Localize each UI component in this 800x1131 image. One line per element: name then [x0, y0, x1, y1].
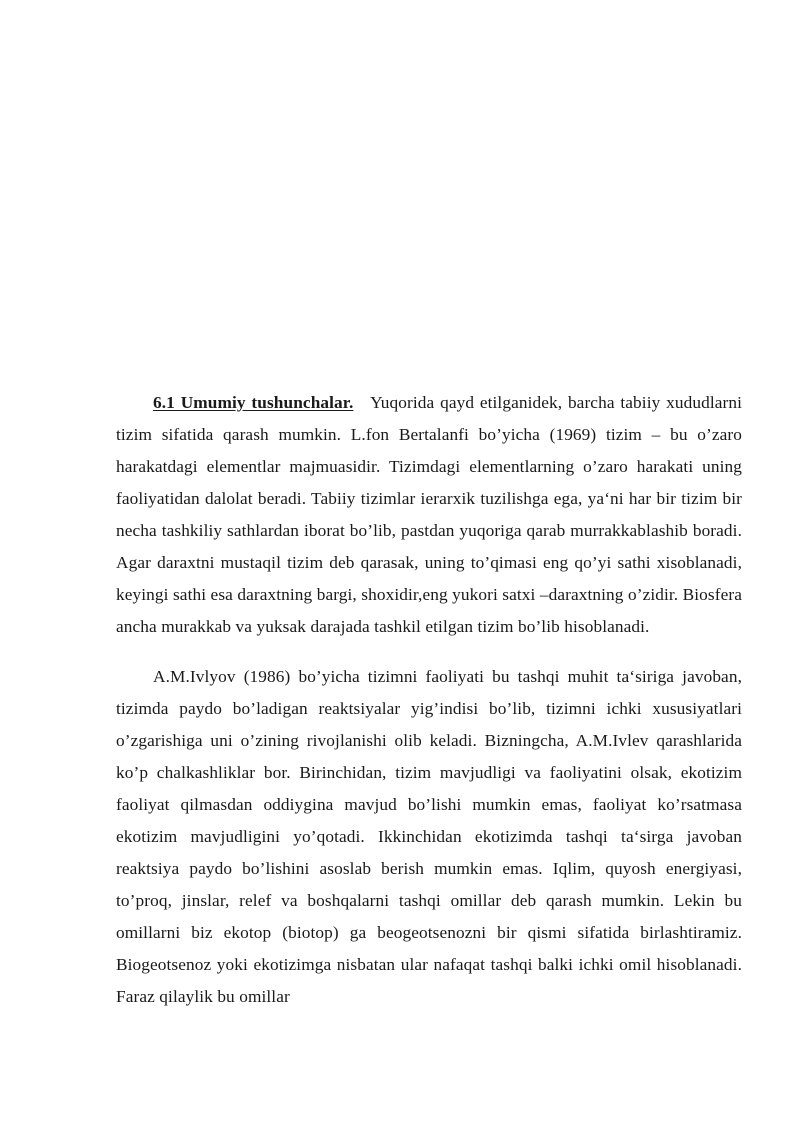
- document-body: [116, 387, 742, 1013]
- section-heading: 6.1 Umumiy tushunchalar.: [153, 393, 354, 412]
- paragraph-1: [116, 387, 742, 643]
- paragraph-1-text: Yuqorida qayd etilganidek, barcha tabiiy xududlarni tizim sifatida qarash mumkin. L.fon Bertalanfi bo’yicha (1969) tizim – bu o’zaro harakatdagi elementlar majmuasidir. Tizimdagi elementlarning o’zaro harakati uning faoliyatidan dalolat beradi. Tabiiy tizimlar ierarxik tuzilishga ega, ya‘ni har bir tizim bir necha tashkiliy sathlardan iborat bo’lib, pastdan yuqoriga qarab murrakkablashib boradi. Agar daraxtni mustaqil tizim deb qarasak, uning to’qimasi eng qo’yi sathi xisoblanadi, keyingi sathi esa daraxtning bargi, shoxidir,eng yukori satxi –daraxtning o’zidir. Biosfera ancha murakkab va yuksak darajada tashkil etilgan tizim bo’lib hisoblanadi.: [116, 393, 742, 636]
- paragraph-2: A.M.Ivlyov (1986) bo’yicha tizimni faoliyati bu tashqi muhit ta‘siriga javoban, tizimda paydo bo’ladigan reaktsiyalar yig’indisi bo’lib, tizimni ichki xususiyatlari o’zgarishiga uni o’zining rivojlanishi olib keladi. Bizningcha, A.M.Ivlev qarashlarida ko’p chalkashliklar bor. Birinchidan, tizim mavjudligi va faoliyatini olsak, ekotizim faoliyat qilmasdan oddiygina mavjud bo’lishi mumkin emas, faoliyat ko’rsatmasa ekotizim mavjudligini yo’qotadi. Ikkinchidan ekotizimda tashqi ta‘sirga javoban reaktsiya paydo bo’lishini asoslab berish mumkin emas. Iqlim, quyosh energiyasi, to’proq, jinslar, relef va boshqalarni tashqi omillar deb qarash mumkin. Lekin bu omillarni biz ekotop (biotop) ga beogeotsenozni bir qismi sifatida birlashtiramiz. Biogeotsenoz yoki ekotizimga nisbatan ular nafaqat tashqi balki ichki omil hisoblanadi. Faraz qilaylik bu omillar: [116, 667, 742, 1006]
